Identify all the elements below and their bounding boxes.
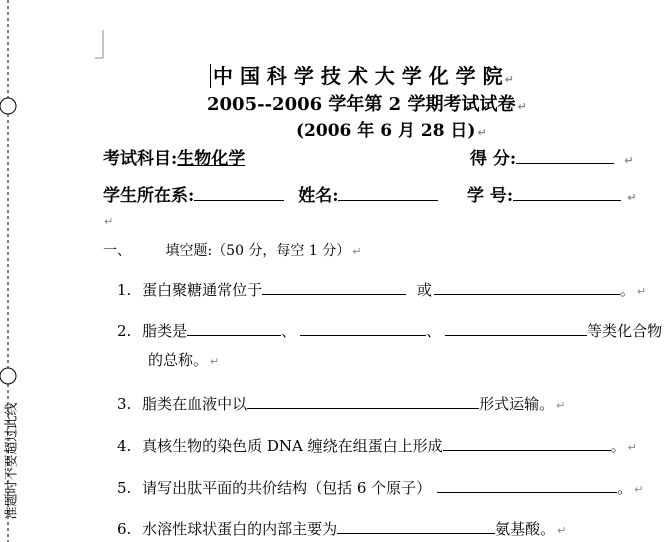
university-title: 中 国 科 学 技 术 大 学 化 学 院 ↵ — [210, 60, 514, 89]
answer-blank[interactable] — [187, 319, 281, 336]
year-line: 2005--2006 学年第 2 学期考试试卷 ↵ — [207, 94, 527, 115]
section-heading: 一、 填空题:（50 分，每空 1 分） ↵ — [103, 243, 362, 259]
id-label: 学 号: — [467, 186, 514, 206]
question-2: 2. 脂类是 、 、 等类化合物 — [117, 319, 662, 341]
text-cursor — [210, 64, 211, 88]
dept-row — [103, 181, 438, 206]
score-row: 得 分: ↵ — [470, 149, 634, 169]
answer-blank[interactable] — [300, 319, 426, 336]
score-label: 得 分: — [470, 149, 517, 169]
subject-label: 考试科目: — [103, 149, 178, 169]
section-title: 填空题:（50 分，每空 1 分） — [165, 243, 351, 259]
subject-row — [103, 144, 287, 169]
date-line: (2006 年 6 月 28 日) ↵ — [296, 121, 487, 141]
id-row: 学 号: ↵ — [467, 186, 637, 206]
punch-hole-top — [0, 98, 16, 114]
answer-blank[interactable] — [247, 392, 479, 409]
score-field[interactable] — [516, 147, 614, 164]
question-6: 6. 水溶性球状蛋白的内部主要为 氨基酸。 ↵ — [117, 517, 566, 539]
margin-note: 准题时不要超过此线 — [4, 402, 20, 520]
question-1: 1. 蛋白聚糖通常位于 或 。 ↵ — [117, 278, 646, 300]
question-4: 4. 真核生物的染色质 DNA 缠绕在组蛋白上形成 。 ↵ — [117, 434, 637, 456]
answer-blank[interactable] — [337, 517, 495, 534]
answer-blank[interactable] — [262, 278, 406, 295]
answer-blank[interactable] — [434, 278, 620, 295]
name-label: 姓名: — [298, 186, 339, 206]
subject-value[interactable]: 生物化学 — [177, 149, 246, 169]
page-corner-mark — [95, 30, 105, 60]
answer-blank[interactable] — [445, 319, 587, 336]
question-5: 5. 请写出肽平面的共价结构（包括 6 个原子） 。 ↵ — [117, 476, 643, 498]
answer-blank[interactable] — [437, 476, 617, 493]
answer-blank[interactable] — [443, 434, 611, 451]
empty-paragraph-mark: ↵ — [104, 215, 114, 228]
dept-field[interactable] — [194, 184, 284, 201]
punch-hole-bottom — [0, 368, 16, 384]
question-3: 3. 脂类在血液中以 形式运输。 ↵ — [117, 392, 565, 414]
id-field[interactable] — [513, 184, 621, 201]
name-field[interactable] — [338, 184, 438, 201]
dept-label: 学生所在系: — [103, 186, 195, 206]
section-number: 一、 — [103, 243, 131, 259]
question-2-continued: 的总称。 ↵ — [148, 351, 220, 369]
